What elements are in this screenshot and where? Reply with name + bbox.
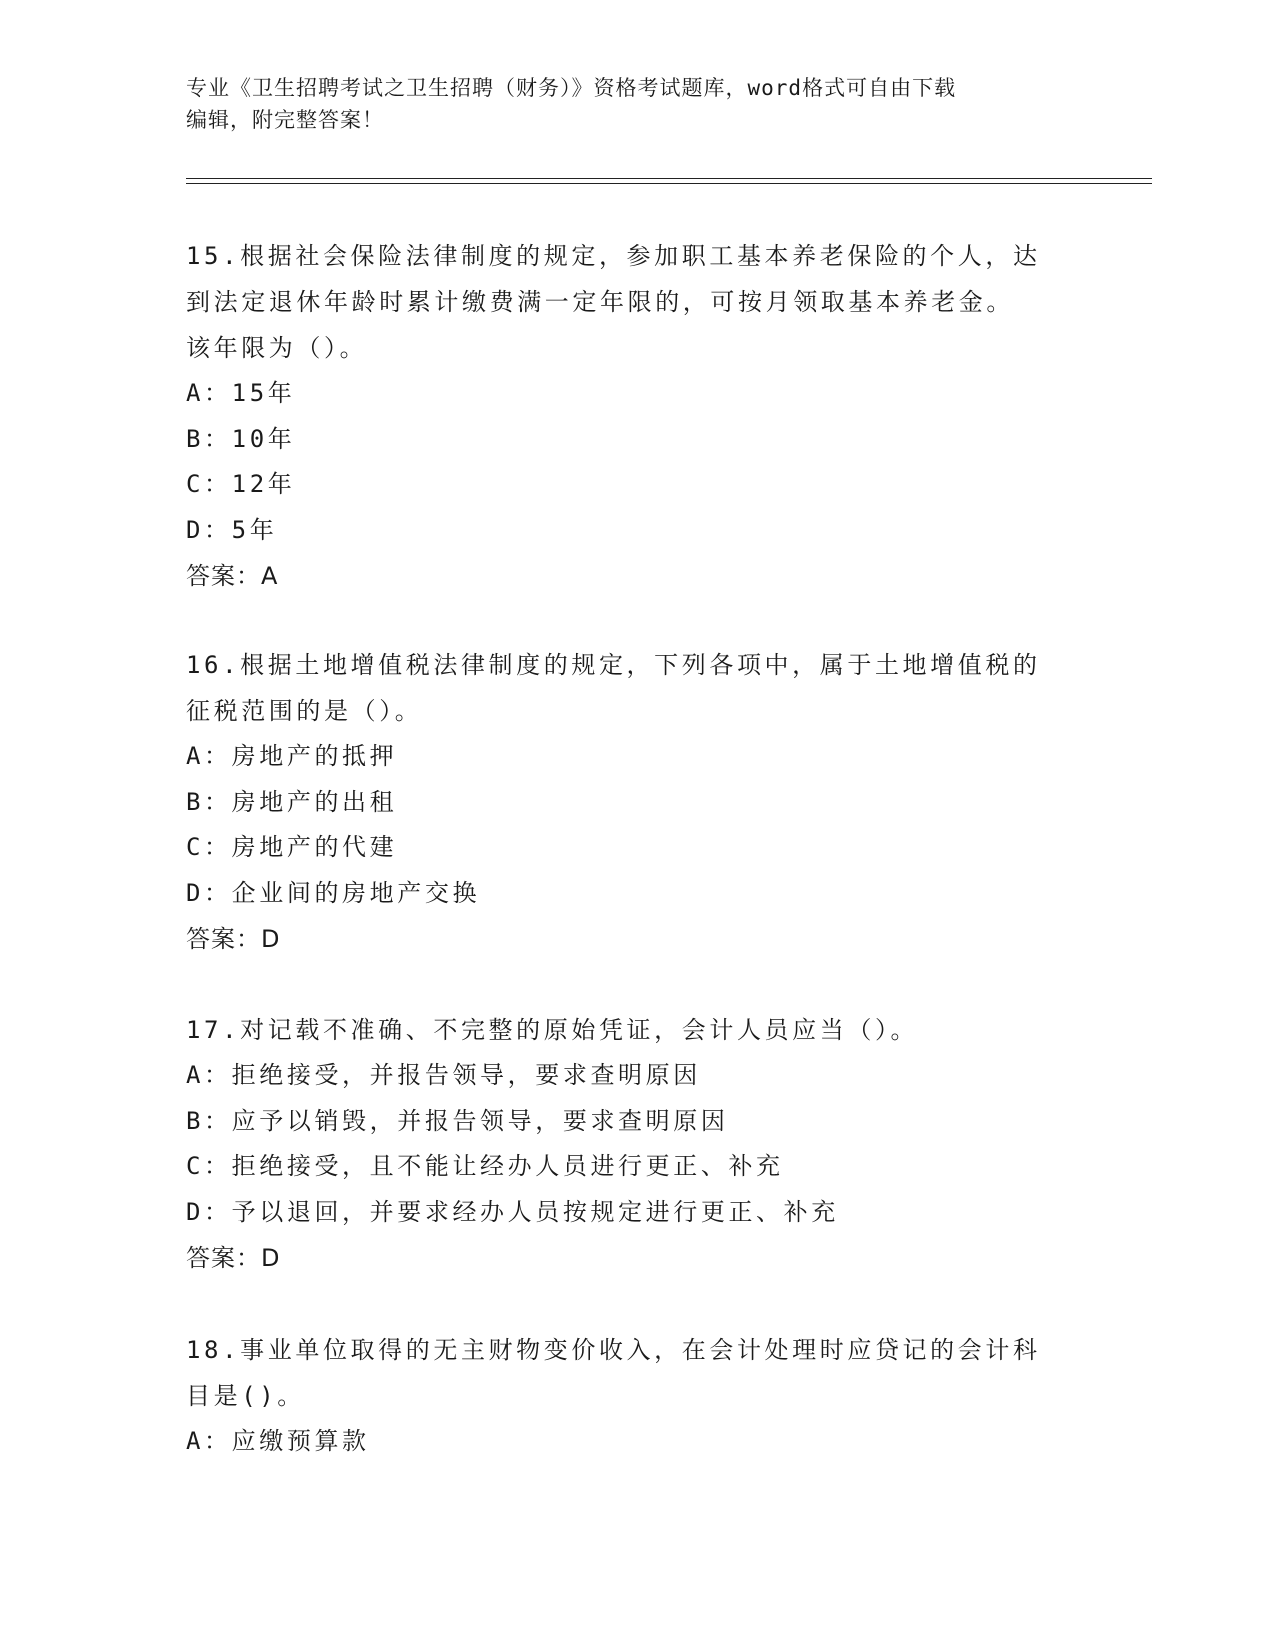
- question-stem-line: 到法定退休年龄时累计缴费满一定年限的，可按月领取基本养老金。: [186, 288, 1014, 316]
- option-c: C：房地产的代建: [186, 833, 398, 861]
- option-c: C：12年: [186, 470, 296, 498]
- option-b: B：应予以销毁，并报告领导，要求查明原因: [186, 1106, 729, 1135]
- option-a: A：15年: [186, 379, 296, 407]
- question-stem-line: 18.事业单位取得的无主财物变价收入，在会计处理时应贷记的会计科: [186, 1336, 1041, 1364]
- document-header: [186, 72, 1076, 136]
- question-stem-line: 该年限为（）。: [186, 334, 368, 362]
- option-b: B：房地产的出租: [186, 787, 398, 816]
- question-17: [186, 1007, 1086, 1281]
- question-stem-line: 15.根据社会保险法律制度的规定，参加职工基本养老保险的个人，达: [186, 242, 1041, 270]
- option-b: B：10年: [186, 424, 296, 453]
- answer-line: 答案：D: [186, 1244, 281, 1272]
- header-divider-bottom: [186, 183, 1152, 184]
- answer-line: 答案：A: [186, 562, 279, 590]
- header-line-2: 编辑，附完整答案！: [186, 108, 384, 132]
- question-stem-line: 目是()。: [186, 1382, 305, 1410]
- question-stem-line: 17.对记载不准确、不完整的原始凭证，会计人员应当（）。: [186, 1016, 919, 1044]
- option-d: D：予以退回，并要求经办人员按规定进行更正、补充: [186, 1197, 839, 1226]
- option-d: D：企业间的房地产交换: [186, 878, 481, 907]
- header-line-1: 专业《卫生招聘考试之卫生招聘（财务）》资格考试题库，word格式可自由下载: [186, 76, 957, 100]
- option-c: C：拒绝接受，且不能让经办人员进行更正、补充: [186, 1152, 784, 1180]
- answer-line: 答案：D: [186, 925, 281, 953]
- option-a: A：应缴预算款: [186, 1427, 370, 1455]
- question-18: [186, 1327, 1086, 1465]
- question-16: [186, 642, 1086, 962]
- option-a: A：房地产的抵押: [186, 742, 398, 770]
- option-d: D：5年: [186, 515, 278, 544]
- question-stem-line: 征税范围的是（）。: [186, 697, 423, 725]
- option-a: A：拒绝接受，并报告领导，要求查明原因: [186, 1061, 701, 1089]
- question-15: [186, 233, 1086, 599]
- header-divider-top: [186, 178, 1152, 179]
- question-stem-line: 16.根据土地增值税法律制度的规定，下列各项中，属于土地增值税的: [186, 651, 1041, 679]
